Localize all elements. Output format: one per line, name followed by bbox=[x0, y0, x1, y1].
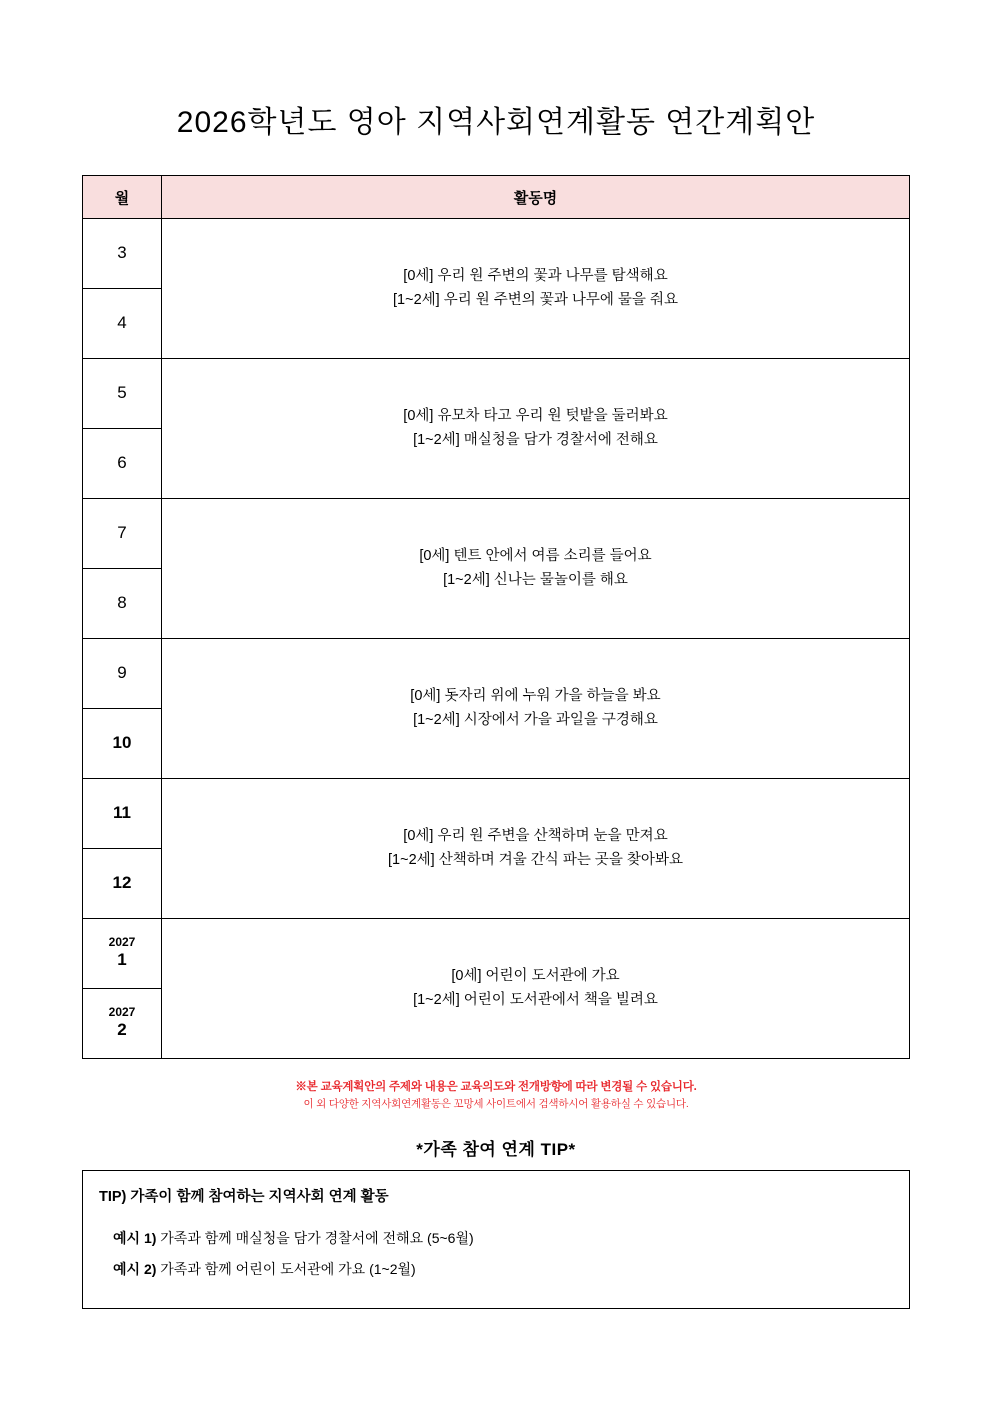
activity-line: [0세] 돗자리 위에 누워 가을 하늘을 봐요 bbox=[410, 687, 661, 704]
activity-line: [1~2세] 우리 원 주변의 꽃과 나무에 물을 줘요 bbox=[393, 291, 678, 308]
tip-heading: TIP) 가족이 함께 참여하는 지역사회 연계 활동 bbox=[99, 1189, 389, 1206]
activity-cell bbox=[162, 639, 910, 779]
month-cell bbox=[83, 639, 162, 709]
month-number: 2 bbox=[117, 1020, 127, 1040]
month-year: 2027 bbox=[108, 935, 136, 950]
month-number: 8 bbox=[117, 593, 127, 613]
activity-cell bbox=[162, 499, 910, 639]
month-cell bbox=[83, 779, 162, 849]
month-number: 12 bbox=[112, 873, 132, 893]
month-cell bbox=[83, 709, 162, 779]
month-cell bbox=[83, 429, 162, 499]
month-number: 9 bbox=[117, 663, 127, 683]
table-head bbox=[83, 176, 910, 219]
tip-example-1-lead: 예시 1) bbox=[113, 1230, 157, 1247]
activity-line: [0세] 유모차 타고 우리 원 텃밭을 둘러봐요 bbox=[403, 407, 668, 424]
table-header-row bbox=[83, 176, 910, 219]
tip-example-2-text: 가족과 함께 어린이 도서관에 가요 (1~2월) bbox=[156, 1261, 416, 1278]
annual-plan-table-wrap bbox=[82, 175, 910, 1059]
footnote-secondary: 이 외 다양한 지역사회연계활동은 꼬망세 사이트에서 검색하시어 활용하실 수 있습니다. bbox=[303, 1098, 689, 1111]
activity-cell bbox=[162, 219, 910, 359]
month-number: 3 bbox=[117, 243, 127, 263]
family-tip-title: *가족 참여 연계 TIP* bbox=[416, 1140, 576, 1160]
table-row bbox=[83, 919, 910, 989]
month-year: 2027 bbox=[108, 1005, 136, 1020]
activity-cell bbox=[162, 359, 910, 499]
activity-line: [0세] 어린이 도서관에 가요 bbox=[451, 967, 620, 984]
table-row bbox=[83, 499, 910, 569]
month-number: 4 bbox=[117, 313, 127, 333]
activity-line: [0세] 텐트 안에서 여름 소리를 들어요 bbox=[419, 547, 652, 564]
month-number: 11 bbox=[113, 803, 131, 823]
table-row bbox=[83, 639, 910, 709]
month-number: 5 bbox=[117, 383, 127, 403]
table-row bbox=[83, 219, 910, 289]
activity-line: [1~2세] 매실청을 담가 경찰서에 전해요 bbox=[413, 431, 658, 448]
activity-line: [1~2세] 신나는 물놀이를 해요 bbox=[443, 571, 628, 588]
activity-line: [0세] 우리 원 주변의 꽃과 나무를 탐색해요 bbox=[403, 267, 668, 284]
annual-plan-table bbox=[82, 175, 910, 1059]
footnotes bbox=[0, 1079, 992, 1113]
footnote-primary: ※본 교육계획안의 주제와 내용은 교육의도와 전개방향에 따라 변경될 수 있습니다. bbox=[295, 1081, 697, 1093]
activity-line: [1~2세] 어린이 도서관에서 책을 빌려요 bbox=[413, 991, 658, 1008]
page-title: 2026학년도 영아 지역사회연계활동 연간계획안 bbox=[176, 106, 816, 139]
tip-example-1 bbox=[113, 1228, 893, 1249]
activity-cell bbox=[162, 919, 910, 1059]
month-number: 1 bbox=[117, 950, 127, 970]
month-cell bbox=[83, 989, 162, 1059]
column-header-month: 월 bbox=[83, 176, 162, 219]
month-number: 7 bbox=[117, 523, 127, 543]
column-header-activity: 활동명 bbox=[162, 176, 910, 219]
tip-example-1-text: 가족과 함께 매실청을 담가 경찰서에 전해요 (5~6월) bbox=[156, 1230, 474, 1247]
month-cell bbox=[83, 849, 162, 919]
month-cell bbox=[83, 219, 162, 289]
month-cell bbox=[83, 289, 162, 359]
activity-line: [0세] 우리 원 주변을 산책하며 눈을 만져요 bbox=[403, 827, 668, 844]
tip-example-2-lead: 예시 2) bbox=[113, 1261, 157, 1278]
month-cell bbox=[83, 359, 162, 429]
activity-line: [1~2세] 시장에서 가을 과일을 구경해요 bbox=[413, 711, 658, 728]
month-cell bbox=[83, 569, 162, 639]
table-row bbox=[83, 779, 910, 849]
activity-line: [1~2세] 산책하며 겨울 간식 파는 곳을 찾아봐요 bbox=[388, 851, 683, 868]
tip-example-2 bbox=[113, 1259, 893, 1280]
table-body bbox=[83, 219, 910, 1059]
activity-cell bbox=[162, 779, 910, 919]
month-cell bbox=[83, 499, 162, 569]
month-number: 6 bbox=[117, 453, 127, 473]
family-tip-box bbox=[82, 1170, 910, 1309]
month-number: 10 bbox=[112, 733, 132, 753]
table-row bbox=[83, 359, 910, 429]
month-cell bbox=[83, 919, 162, 989]
